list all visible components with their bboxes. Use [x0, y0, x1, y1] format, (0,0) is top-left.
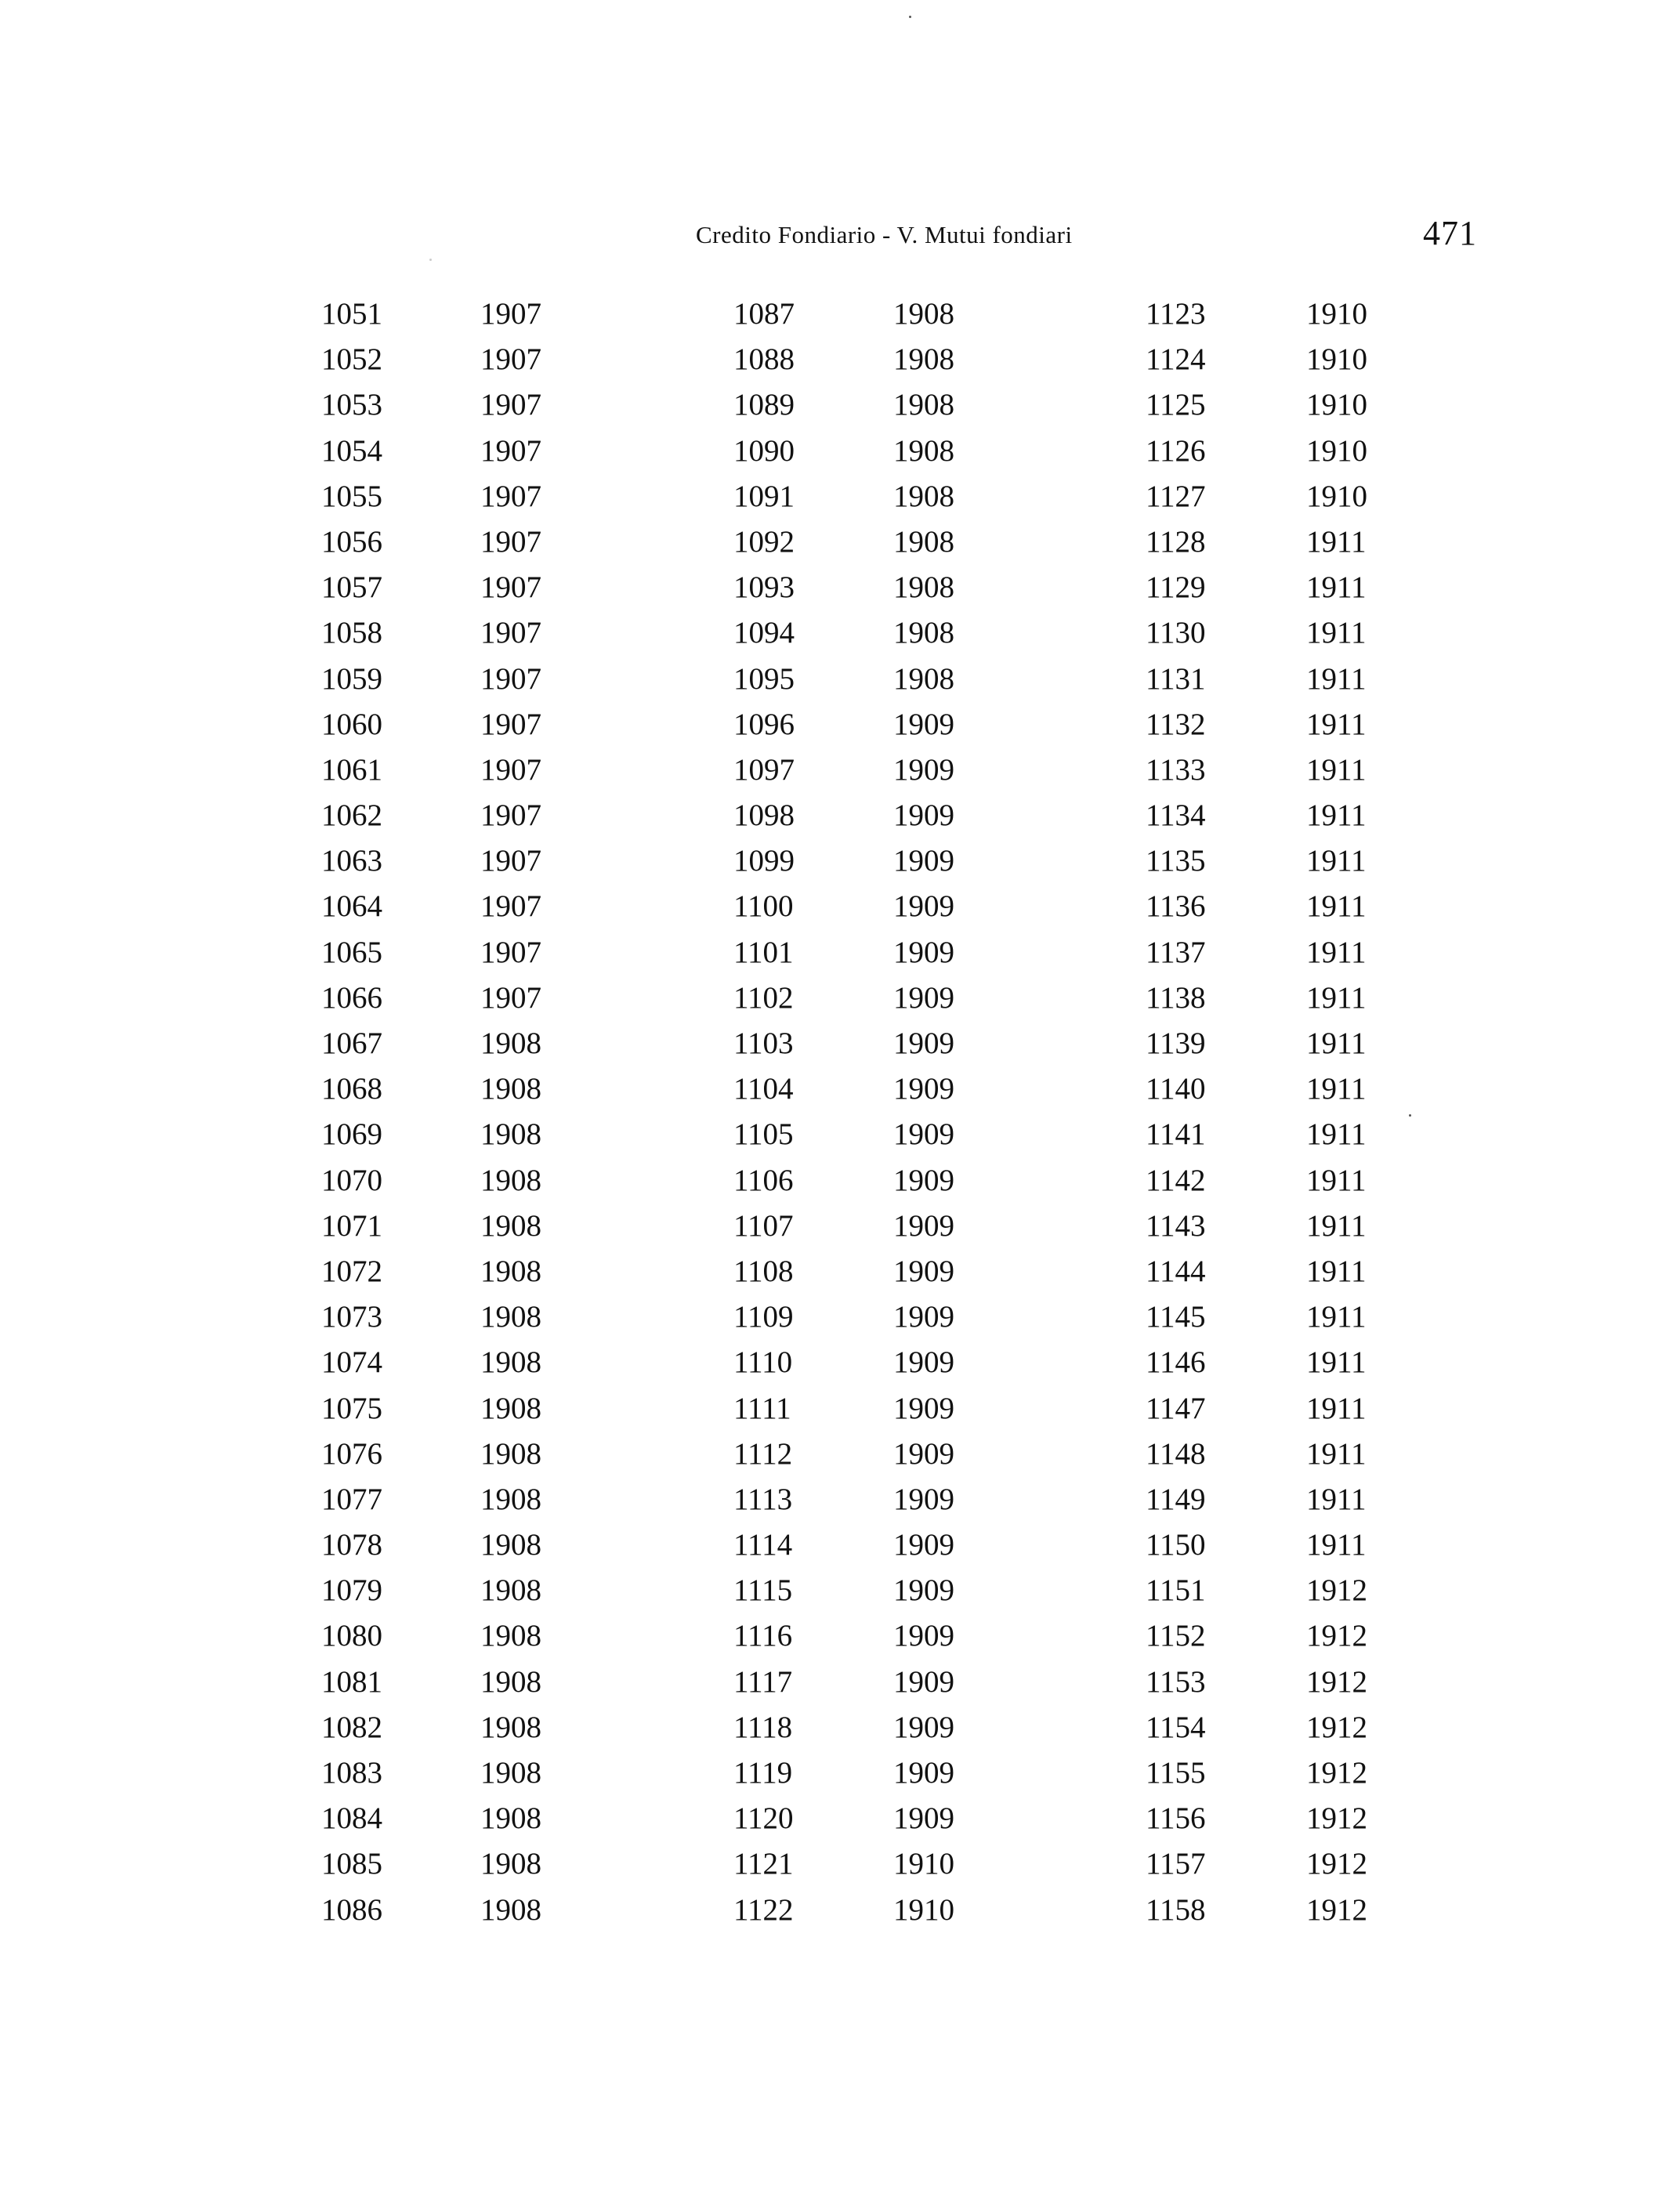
loan-number-cell: 1053 — [321, 388, 382, 422]
loan-number-cell: 1150 — [1146, 1528, 1206, 1562]
loan-number-cell: 1068 — [321, 1072, 382, 1106]
loan-number-cell: 1121 — [733, 1847, 794, 1881]
loan-number-cell: 1060 — [321, 707, 382, 741]
loan-number-cell: 1078 — [321, 1528, 382, 1562]
year-cell: 1907 — [480, 661, 541, 696]
loan-number-cell: 1136 — [1146, 889, 1206, 924]
year-cell: 1908 — [480, 1619, 541, 1653]
loan-number-cell: 1056 — [321, 524, 382, 559]
year-cell: 1908 — [893, 479, 954, 513]
year-cell: 1911 — [1306, 980, 1367, 1015]
year-cell: 1909 — [893, 1391, 954, 1425]
loan-number-cell: 1096 — [733, 707, 795, 741]
year-cell: 1911 — [1306, 616, 1367, 650]
year-cell: 1909 — [893, 798, 954, 833]
year-cell: 1911 — [1306, 844, 1367, 878]
year-cell: 1911 — [1306, 1163, 1367, 1197]
year-cell: 1912 — [1306, 1892, 1367, 1927]
scan-speck — [1409, 1114, 1411, 1117]
loan-number-cell: 1090 — [733, 433, 795, 468]
year-cell: 1909 — [893, 1072, 954, 1106]
loan-number-cell: 1123 — [1146, 297, 1206, 331]
loan-number-cell: 1149 — [1146, 1482, 1206, 1516]
loan-number-cell: 1067 — [321, 1026, 382, 1060]
loan-number-cell: 1098 — [733, 798, 795, 833]
year-cell: 1911 — [1306, 1528, 1367, 1562]
loan-number-cell: 1126 — [1146, 433, 1206, 468]
loan-number-cell: 1116 — [733, 1619, 793, 1653]
year-column — [893, 291, 987, 1933]
year-cell: 1911 — [1306, 1436, 1367, 1471]
loan-number-cell: 1139 — [1146, 1026, 1206, 1060]
loan-number-cell: 1069 — [321, 1117, 382, 1152]
year-cell: 1908 — [480, 1847, 541, 1881]
year-cell: 1911 — [1306, 798, 1367, 833]
year-cell: 1909 — [893, 980, 954, 1015]
year-cell: 1907 — [480, 297, 541, 331]
loan-number-cell: 1135 — [1146, 844, 1206, 878]
loan-number-cell: 1111 — [733, 1391, 791, 1425]
scan-speck — [429, 259, 432, 261]
scan-speck — [909, 16, 911, 18]
year-cell: 1911 — [1306, 935, 1367, 969]
year-cell: 1909 — [893, 1436, 954, 1471]
year-cell: 1909 — [893, 1345, 954, 1380]
year-cell: 1909 — [893, 1710, 954, 1744]
loan-number-cell: 1054 — [321, 433, 382, 468]
year-cell: 1908 — [480, 1254, 541, 1288]
loan-number-cell: 1122 — [733, 1892, 794, 1927]
loan-number-cell: 1085 — [321, 1847, 382, 1881]
loan-number-cell: 1061 — [321, 752, 382, 787]
year-cell: 1907 — [480, 479, 541, 513]
year-cell: 1910 — [893, 1847, 954, 1881]
loan-number-cell: 1077 — [321, 1482, 382, 1516]
year-column — [1306, 291, 1400, 1933]
year-cell: 1909 — [893, 889, 954, 924]
year-cell: 1911 — [1306, 1117, 1367, 1152]
year-cell: 1912 — [1306, 1619, 1367, 1653]
loan-number-cell: 1155 — [1146, 1756, 1206, 1790]
loan-number-cell: 1158 — [1146, 1892, 1206, 1927]
loan-number-cell: 1153 — [1146, 1664, 1206, 1699]
loan-number-cell: 1087 — [733, 297, 795, 331]
loan-number-cell: 1118 — [733, 1710, 793, 1744]
year-cell: 1910 — [1306, 479, 1367, 513]
year-cell: 1909 — [893, 1163, 954, 1197]
loan-number-cell: 1107 — [733, 1208, 794, 1243]
year-cell: 1911 — [1306, 889, 1367, 924]
loan-number-cell: 1082 — [321, 1710, 382, 1744]
loan-number-cell: 1097 — [733, 752, 795, 787]
year-cell: 1908 — [480, 1528, 541, 1562]
loan-number-cell: 1095 — [733, 661, 795, 696]
loan-number-cell: 1145 — [1146, 1300, 1206, 1334]
year-cell: 1911 — [1306, 1208, 1367, 1243]
year-cell: 1912 — [1306, 1573, 1367, 1608]
loan-number-cell: 1063 — [321, 844, 382, 878]
loan-number-cell: 1101 — [733, 935, 794, 969]
year-cell: 1908 — [893, 524, 954, 559]
loan-number-cell: 1151 — [1146, 1573, 1206, 1608]
loan-number-cell: 1117 — [733, 1664, 793, 1699]
loan-number-column — [733, 291, 827, 1933]
loan-number-cell: 1147 — [1146, 1391, 1206, 1425]
year-cell: 1910 — [1306, 297, 1367, 331]
loan-number-cell: 1084 — [321, 1801, 382, 1836]
year-cell: 1907 — [480, 388, 541, 422]
loan-number-cell: 1088 — [733, 342, 795, 377]
year-cell: 1907 — [480, 616, 541, 650]
loan-number-cell: 1130 — [1146, 616, 1206, 650]
year-cell: 1911 — [1306, 1391, 1367, 1425]
loan-number-cell: 1092 — [733, 524, 795, 559]
year-cell: 1911 — [1306, 752, 1367, 787]
year-cell: 1908 — [480, 1072, 541, 1106]
year-cell: 1907 — [480, 798, 541, 833]
loan-number-cell: 1134 — [1146, 798, 1206, 833]
loan-number-cell: 1094 — [733, 616, 795, 650]
year-cell: 1908 — [480, 1391, 541, 1425]
year-cell: 1907 — [480, 524, 541, 559]
year-cell: 1907 — [480, 889, 541, 924]
year-cell: 1911 — [1306, 1026, 1367, 1060]
year-cell: 1912 — [1306, 1847, 1367, 1881]
loan-number-cell: 1074 — [321, 1345, 382, 1380]
year-cell: 1911 — [1306, 1072, 1367, 1106]
loan-number-cell: 1057 — [321, 570, 382, 605]
year-cell: 1912 — [1306, 1710, 1367, 1744]
year-cell: 1910 — [1306, 342, 1367, 377]
loan-number-cell: 1120 — [733, 1801, 794, 1836]
loan-number-column — [1146, 291, 1240, 1933]
year-cell: 1909 — [893, 1573, 954, 1608]
year-cell: 1907 — [480, 707, 541, 741]
loan-number-cell: 1058 — [321, 616, 382, 650]
loan-number-cell: 1115 — [733, 1573, 793, 1608]
loan-number-cell: 1131 — [1146, 661, 1206, 696]
year-cell: 1908 — [480, 1163, 541, 1197]
year-cell: 1908 — [480, 1208, 541, 1243]
year-cell: 1907 — [480, 844, 541, 878]
loan-number-cell: 1103 — [733, 1026, 794, 1060]
loan-number-cell: 1137 — [1146, 935, 1206, 969]
loan-number-cell: 1106 — [733, 1163, 794, 1197]
year-cell: 1909 — [893, 1482, 954, 1516]
year-cell: 1911 — [1306, 1254, 1367, 1288]
loan-number-cell: 1064 — [321, 889, 382, 924]
loan-number-cell: 1052 — [321, 342, 382, 377]
year-cell: 1909 — [893, 1801, 954, 1836]
loan-number-cell: 1143 — [1146, 1208, 1206, 1243]
year-cell: 1908 — [480, 1801, 541, 1836]
loan-number-cell: 1091 — [733, 479, 795, 513]
loan-number-cell: 1086 — [321, 1892, 382, 1927]
loan-number-cell: 1104 — [733, 1072, 794, 1106]
year-cell: 1910 — [1306, 388, 1367, 422]
loan-number-cell: 1079 — [321, 1573, 382, 1608]
loan-number-cell: 1156 — [1146, 1801, 1206, 1836]
loan-number-cell: 1128 — [1146, 524, 1206, 559]
loan-number-cell: 1110 — [733, 1345, 793, 1380]
loan-number-cell: 1072 — [321, 1254, 382, 1288]
year-cell: 1909 — [893, 1664, 954, 1699]
loan-number-cell: 1114 — [733, 1528, 793, 1562]
year-cell: 1909 — [893, 1254, 954, 1288]
loan-number-cell: 1144 — [1146, 1254, 1206, 1288]
loan-number-cell: 1109 — [733, 1300, 794, 1334]
loan-number-cell: 1075 — [321, 1391, 382, 1425]
loan-number-cell: 1100 — [733, 889, 794, 924]
year-cell: 1909 — [893, 1208, 954, 1243]
loan-number-cell: 1119 — [733, 1756, 793, 1790]
loan-number-cell: 1133 — [1146, 752, 1206, 787]
year-cell: 1911 — [1306, 661, 1367, 696]
year-cell: 1908 — [893, 433, 954, 468]
year-cell: 1911 — [1306, 524, 1367, 559]
year-cell: 1911 — [1306, 1482, 1367, 1516]
loan-number-cell: 1070 — [321, 1163, 382, 1197]
year-cell: 1910 — [893, 1892, 954, 1927]
loan-number-cell: 1055 — [321, 479, 382, 513]
year-cell: 1908 — [480, 1482, 541, 1516]
loan-number-cell: 1157 — [1146, 1847, 1206, 1881]
year-cell: 1908 — [893, 616, 954, 650]
year-cell: 1912 — [1306, 1801, 1367, 1836]
year-cell: 1908 — [893, 297, 954, 331]
year-cell: 1912 — [1306, 1756, 1367, 1790]
loan-number-cell: 1083 — [321, 1756, 382, 1790]
year-cell: 1909 — [893, 1300, 954, 1334]
loan-number-cell: 1073 — [321, 1300, 382, 1334]
year-cell: 1909 — [893, 1528, 954, 1562]
year-cell: 1912 — [1306, 1664, 1367, 1699]
year-cell: 1911 — [1306, 570, 1367, 605]
loan-number-cell: 1071 — [321, 1208, 382, 1243]
loan-number-cell: 1099 — [733, 844, 795, 878]
loan-number-cell: 1080 — [321, 1619, 382, 1653]
year-cell: 1908 — [480, 1710, 541, 1744]
loan-number-cell: 1124 — [1146, 342, 1206, 377]
loan-number-cell: 1152 — [1146, 1619, 1206, 1653]
year-cell: 1907 — [480, 570, 541, 605]
year-cell: 1908 — [893, 388, 954, 422]
year-cell: 1909 — [893, 752, 954, 787]
loan-number-cell: 1089 — [733, 388, 795, 422]
loan-number-cell: 1154 — [1146, 1710, 1206, 1744]
loan-number-cell: 1113 — [733, 1482, 793, 1516]
year-column — [480, 291, 574, 1933]
year-cell: 1908 — [480, 1756, 541, 1790]
loan-number-cell: 1141 — [1146, 1117, 1206, 1152]
loan-number-cell: 1127 — [1146, 479, 1206, 513]
year-cell: 1909 — [893, 707, 954, 741]
year-cell: 1908 — [893, 661, 954, 696]
loan-number-cell: 1081 — [321, 1664, 382, 1699]
loan-number-cell: 1108 — [733, 1254, 794, 1288]
loan-number-cell: 1102 — [733, 980, 794, 1015]
year-cell: 1907 — [480, 980, 541, 1015]
loan-number-cell: 1129 — [1146, 570, 1206, 605]
year-cell: 1908 — [480, 1300, 541, 1334]
year-cell: 1909 — [893, 935, 954, 969]
year-cell: 1908 — [480, 1573, 541, 1608]
year-cell: 1908 — [893, 570, 954, 605]
year-cell: 1909 — [893, 1117, 954, 1152]
loan-number-cell: 1132 — [1146, 707, 1206, 741]
loan-number-cell: 1138 — [1146, 980, 1206, 1015]
loan-number-cell: 1140 — [1146, 1072, 1206, 1106]
year-cell: 1908 — [480, 1892, 541, 1927]
year-cell: 1909 — [893, 1026, 954, 1060]
loan-number-cell: 1066 — [321, 980, 382, 1015]
year-cell: 1911 — [1306, 1345, 1367, 1380]
year-cell: 1909 — [893, 1756, 954, 1790]
year-cell: 1910 — [1306, 433, 1367, 468]
loan-number-cell: 1146 — [1146, 1345, 1206, 1380]
year-cell: 1907 — [480, 433, 541, 468]
loan-number-cell: 1076 — [321, 1436, 382, 1471]
year-cell: 1907 — [480, 342, 541, 377]
loan-number-cell: 1065 — [321, 935, 382, 969]
loan-number-column — [321, 291, 415, 1933]
loan-number-cell: 1125 — [1146, 388, 1206, 422]
loan-number-cell: 1062 — [321, 798, 382, 833]
year-cell: 1911 — [1306, 707, 1367, 741]
loan-number-cell: 1093 — [733, 570, 795, 605]
loan-number-cell: 1059 — [321, 661, 382, 696]
year-cell: 1908 — [480, 1436, 541, 1471]
year-cell: 1907 — [480, 935, 541, 969]
year-cell: 1911 — [1306, 1300, 1367, 1334]
running-header-title: Credito Fondiario - V. Mutui fondiari — [696, 221, 1073, 248]
year-cell: 1908 — [480, 1117, 541, 1152]
loan-number-cell: 1051 — [321, 297, 382, 331]
year-cell: 1908 — [480, 1026, 541, 1060]
loan-number-cell: 1142 — [1146, 1163, 1206, 1197]
year-cell: 1908 — [480, 1664, 541, 1699]
loan-number-cell: 1112 — [733, 1436, 793, 1471]
page-number: 471 — [1423, 214, 1477, 252]
year-cell: 1908 — [480, 1345, 541, 1380]
loan-number-cell: 1148 — [1146, 1436, 1206, 1471]
year-cell: 1909 — [893, 844, 954, 878]
year-cell: 1909 — [893, 1619, 954, 1653]
year-cell: 1908 — [893, 342, 954, 377]
loan-number-cell: 1105 — [733, 1117, 794, 1152]
year-cell: 1907 — [480, 752, 541, 787]
